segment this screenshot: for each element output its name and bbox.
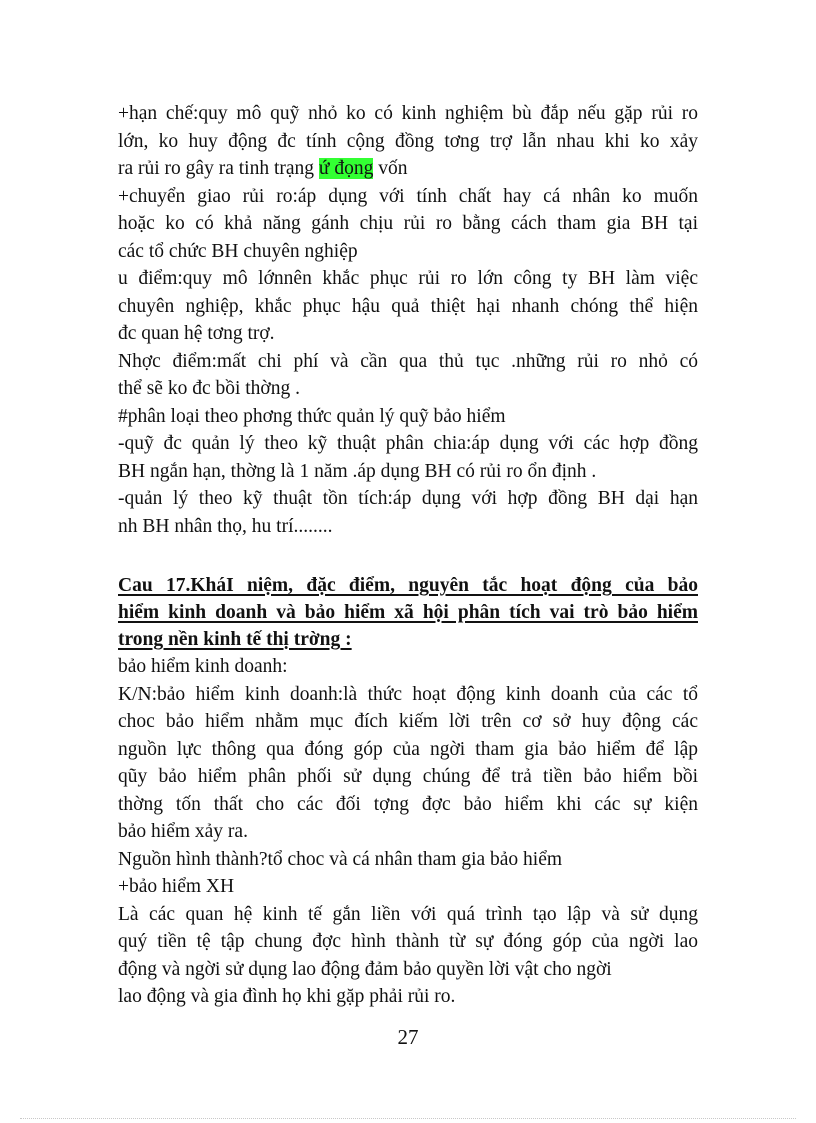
section-heading: trong nền kinh tế thị trờng : <box>118 629 352 650</box>
text-line: nh BH nhân thọ, hu trí........ <box>118 515 333 537</box>
section-heading: Cau 17.KháI niệm, đặc điểm, nguyên tắc hoạt động của bảo <box>118 575 698 596</box>
text-line: nguồn lực thông qua đóng góp của ngời tham gia bảo hiểm để lập <box>118 738 698 760</box>
text-line: động và ngời sử dụng lao động đảm bảo quyền lời vật cho ngời <box>118 958 612 980</box>
text-line: các tổ chức BH chuyên nghiệp <box>118 240 358 262</box>
text-line: bảo hiểm kinh doanh: <box>118 656 288 677</box>
text-line: Nhợc điểm:mất chi phí và cần qua thủ tục .những rủi ro nhỏ có <box>118 350 698 372</box>
text-line: +bảo hiểm XH <box>118 876 235 897</box>
section-heading: hiểm kinh doanh và bảo hiểm xã hội phân tích vai trò bảo hiểm <box>118 602 698 623</box>
text-line: choc bảo hiểm nhằm mục đích kiếm lời trên cơ sở huy động các <box>118 711 698 732</box>
text-line: -quản lý theo kỹ thuật tồn tích:áp dụng với hợp đồng BH dại hạn <box>118 488 698 509</box>
text-segment: ra rủi ro gây ra tinh trạng <box>118 158 319 179</box>
text-line: hoặc ko có khả năng gánh chịu rủi ro bằng cách tham gia BH tại <box>118 213 698 234</box>
text-line-highlighted <box>118 155 698 183</box>
text-line: thờng tốn thất cho các đối tợng đợc bảo hiểm khi các sự kiện <box>118 793 698 815</box>
text-line: thể sẽ ko đc bồi thờng . <box>118 378 300 399</box>
text-line: Nguồn hình thành?tổ choc và cá nhân tham gia bảo hiểm <box>118 848 563 870</box>
text-line: lao động và gia đình họ khi gặp phải rủi ro. <box>118 986 456 1007</box>
text-line: K/N:bảo hiểm kinh doanh:là thức hoạt động kinh doanh của các tổ <box>118 683 698 705</box>
text-line: Là các quan hệ kinh tế gắn liền với quá trình tạo lập và sử dụng <box>118 903 698 925</box>
text-line: #phân loại theo phơng thức quản lý quỹ bảo hiểm <box>118 405 506 427</box>
text-line: BH ngắn hạn, thờng là 1 năm .áp dụng BH có rủi ro ổn định . <box>118 460 597 482</box>
text-line: +hạn chế:quy mô quỹ nhỏ ko có kinh nghiệm bù đắp nếu gặp rủi ro <box>118 103 698 124</box>
text-segment: vốn <box>373 158 408 179</box>
page-body <box>118 100 698 1011</box>
text-line: quý tiền tệ tập chung đợc hình thành từ sự đóng góp của ngời lao <box>118 931 698 952</box>
text-line: bảo hiểm xảy ra. <box>118 821 248 842</box>
highlighted-text: ứ đọng <box>318 158 374 179</box>
paragraph-gap <box>118 540 698 572</box>
text-line: +chuyển giao rủi ro:áp dụng với tính chất hay cá nhân ko muốn <box>118 185 698 207</box>
text-line: qũy bảo hiểm phân phối sử dụng chúng để trả tiền bảo hiểm bồi <box>118 766 698 787</box>
text-line: chuyên nghiệp, khắc phục hậu quả thiệt hại nhanh chóng thể hiện <box>118 295 698 317</box>
text-line: u điểm:quy mô lớnnên khắc phục rủi ro lớn công ty BH làm việc <box>118 268 698 289</box>
text-line: -quỹ đc quản lý theo kỹ thuật phân chia:áp dụng với các hợp đồng <box>118 433 698 454</box>
text-line: đc quan hệ tơng trợ. <box>118 323 275 344</box>
text-line: lớn, ko huy động đc tính cộng đồng tơng trợ lẫn nhau khi ko xảy <box>118 130 698 152</box>
page-number: 27 <box>397 1025 419 1049</box>
page-bottom-divider <box>20 1118 796 1119</box>
